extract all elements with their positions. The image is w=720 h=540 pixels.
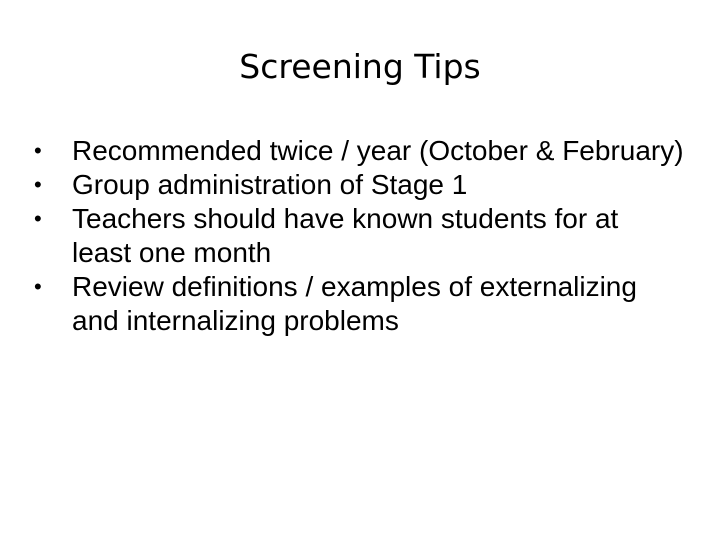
bullet-list [34,134,684,338]
bullet-text-review-definitions: Review definitions / examples of externalizing and internalizing problems [72,271,637,336]
list-item [34,168,684,202]
bullet-icon: • [34,138,42,163]
list-item [34,270,684,338]
list-item [34,202,684,270]
bullet-icon: • [34,274,42,299]
list-item [34,134,684,168]
bullet-text-recommended: Recommended twice / year (October & February) [72,135,684,166]
bullet-icon: • [34,206,42,231]
slide-title: Screening Tips [239,47,481,86]
bullet-icon: • [34,172,42,197]
bullet-text-group-administration: Group administration of Stage 1 [72,169,468,200]
bullet-text-teachers: Teachers should have known students for at least one month [72,203,619,268]
